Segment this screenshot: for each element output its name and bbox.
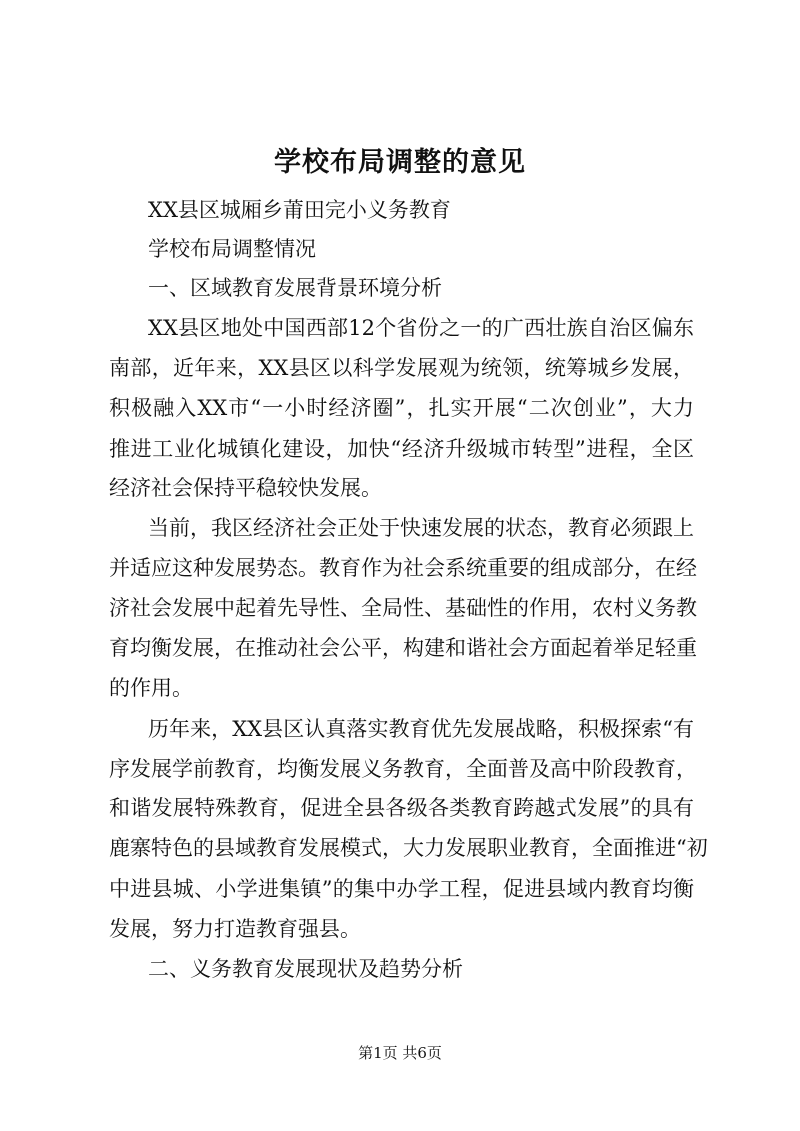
paragraph-3-line: 历年来，XX县区认真落实教育优先发展战略，积极探索“有 — [148, 717, 694, 741]
paragraph-2-line: 济社会发展中起着先导性、全局性、基础性的作用，农村义务教 — [109, 596, 697, 620]
paragraph-1-line: XX县区地处中国西部12个省份之一的广西壮族自治区偏东 — [148, 316, 694, 340]
paragraph-1-line: 经济社会保持平稳较快发展。 — [109, 476, 382, 500]
subtitle-line-1: XX县区城厢乡莆田完小义务教育 — [148, 198, 451, 222]
paragraph-1-line: 积极融入XX市“一小时经济圈”，扎实开展“二次创业”，大力 — [109, 396, 694, 420]
subtitle-line-2: 学校布局调整情况 — [148, 237, 316, 261]
section-1-heading: 一、区域教育发展背景环境分析 — [148, 276, 442, 300]
page-number-footer: 第1页 共6页 — [358, 1044, 442, 1062]
paragraph-3-line: 和谐发展特殊教育，促进全县各级各类教育跨越式发展”的具有 — [109, 796, 694, 820]
paragraph-1-line: 推进工业化城镇化建设，加快“经济升级城市转型”进程，全区 — [109, 437, 694, 461]
paragraph-3-line: 鹿寨特色的县域教育发展模式，大力发展职业教育，全面推进“初 — [109, 836, 708, 860]
section-2-heading: 二、义务教育发展现状及趋势分析 — [148, 957, 463, 981]
paragraph-2-line: 育均衡发展，在推动社会公平，构建和谐社会方面起着举足轻重 — [109, 636, 697, 660]
paragraph-3-line: 中进县城、小学进集镇”的集中办学工程，促进县域内教育均衡 — [109, 877, 694, 901]
paragraph-2-line: 当前，我区经济社会正处于快速发展的状态，教育必须跟上 — [148, 516, 694, 540]
paragraph-1-line: 南部，近年来，XX县区以科学发展观为统领，统筹城乡发展， — [109, 356, 694, 380]
paragraph-3-line: 发展，努力打造教育强县。 — [109, 917, 361, 941]
paragraph-3-line: 序发展学前教育，均衡发展义务教育，全面普及高中阶段教育， — [109, 757, 697, 781]
paragraph-2-line: 并适应这种发展势态。教育作为社会系统重要的组成部分，在经 — [109, 556, 697, 580]
document-title: 学校布局调整的意见 — [274, 147, 526, 178]
paragraph-2-line: 的作用。 — [109, 676, 193, 700]
